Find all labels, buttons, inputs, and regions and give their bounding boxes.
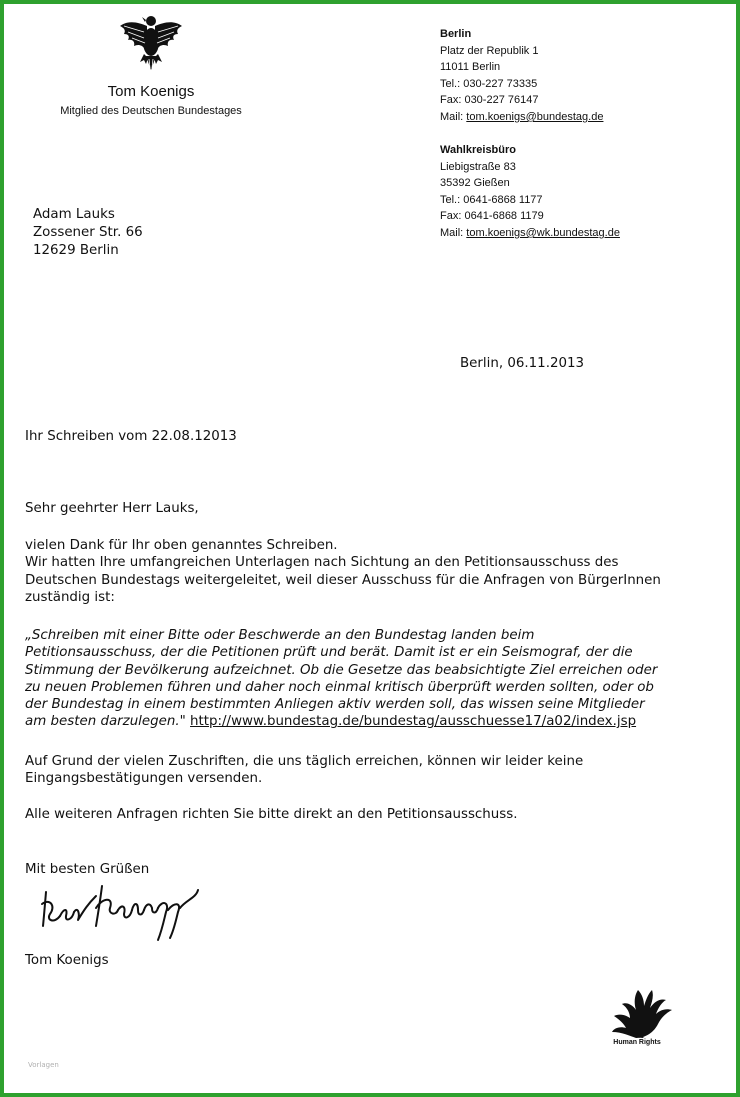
- quote-line: der Bundestag in einem bestimmten Anliegen aktiv werden soll, das wissen seine Mitglieder: [25, 697, 645, 713]
- text-line: zuständig ist:: [25, 589, 115, 605]
- body-paragraph-intro: [25, 537, 705, 606]
- body-paragraph-no-confirmation: [25, 753, 705, 788]
- constituency-mail-link[interactable]: tom.koenigs@wk.bundestag.de: [466, 226, 620, 239]
- berlin-office-phone: Tel.: 030-227 73335: [440, 77, 538, 90]
- constituency-office-line: Liebigstraße 83: [440, 160, 516, 173]
- handwritten-signature: [38, 880, 214, 944]
- text-line: vielen Dank für Ihr oben genanntes Schreiben.: [25, 538, 338, 553]
- text-line: Eingangsbestätigungen versenden.: [25, 771, 263, 787]
- recipient-address: [33, 206, 143, 260]
- constituency-office-phone: Tel.: 0641-6868 1177: [440, 193, 543, 206]
- human-rights-label: Human Rights: [613, 1039, 661, 1046]
- text-line: Deutschen Bundestags weitergeleitet, weil dieser Ausschuss für die Anfragen von BürgerInnen: [25, 572, 661, 588]
- quote-line: am besten darzulegen.": [25, 714, 186, 730]
- letter-date: Berlin, 06.11.2013: [460, 356, 585, 371]
- berlin-office-address: [440, 26, 603, 126]
- berlin-office-line: 11011 Berlin: [440, 61, 501, 74]
- salutation: Sehr geehrter Herr Lauks,: [25, 501, 199, 516]
- quote-line: Petitionsausschuss, der die Petitionen prüft und berät. Damit ist er ein Seismograf, der die: [25, 645, 633, 661]
- berlin-office-fax: Fax: 030-227 76147: [440, 94, 539, 107]
- mail-label: Mail:: [440, 110, 464, 123]
- text-line: Auf Grund der vielen Zuschriften, die uns täglich erreichen, können wir leider keine: [25, 754, 584, 769]
- signer-name: Tom Koenigs: [25, 953, 109, 968]
- federal-eagle-icon: [118, 12, 184, 72]
- mail-label: Mail:: [440, 226, 464, 239]
- reference-line: Ihr Schreiben vom 22.08.12013: [25, 429, 237, 444]
- body-paragraph-further-inquiries: Alle weiteren Anfragen richten Sie bitte direkt an den Petitionsausschuss.: [25, 807, 518, 822]
- berlin-mail-link[interactable]: tom.koenigs@bundestag.de: [466, 110, 604, 123]
- quote-line: „Schreiben mit einer Bitte oder Beschwerde an den Bundestag landen beim: [25, 628, 535, 643]
- berlin-office-line: Platz der Republik 1: [440, 44, 539, 57]
- constituency-office-mail-row: [440, 225, 620, 242]
- sender-role: Mitglied des Deutschen Bundestages: [60, 105, 242, 117]
- petition-committee-link[interactable]: http://www.bundestag.de/bundestag/ausschuesse17/a02/index.jsp: [190, 714, 637, 730]
- constituency-office-address: [440, 142, 620, 242]
- recipient-city: 12629 Berlin: [33, 243, 119, 258]
- quote-last-line: [25, 713, 705, 730]
- closing-phrase: Mit besten Grüßen: [25, 862, 150, 877]
- constituency-office-heading: Wahlkreisbüro: [440, 144, 516, 156]
- constituency-office-line: 35392 Gießen: [440, 177, 510, 190]
- quote-line: Stimmung der Bevölkerung aufzeichnet. Ob die Gesetze das beabsichtigte Ziel erreichen oder: [25, 662, 658, 678]
- recipient-street: Zossener Str. 66: [33, 225, 143, 240]
- quoted-paragraph: [25, 627, 705, 731]
- sender-name: Tom Koenigs: [107, 83, 195, 100]
- berlin-office-mail-row: [440, 109, 603, 126]
- berlin-office-heading: Berlin: [440, 28, 472, 40]
- recipient-name: Adam Lauks: [33, 207, 115, 222]
- quote-line: zu neuen Problemen führen und daher noch einmal kritisch überprüft werden sollten, oder ob: [25, 679, 654, 695]
- text-line: Wir hatten Ihre umfangreichen Unterlagen nach Sichtung an den Petitionsausschuss des: [25, 555, 619, 571]
- watermark-text: Vorlagen: [28, 1061, 59, 1069]
- constituency-office-fax: Fax: 0641-6868 1179: [440, 210, 544, 223]
